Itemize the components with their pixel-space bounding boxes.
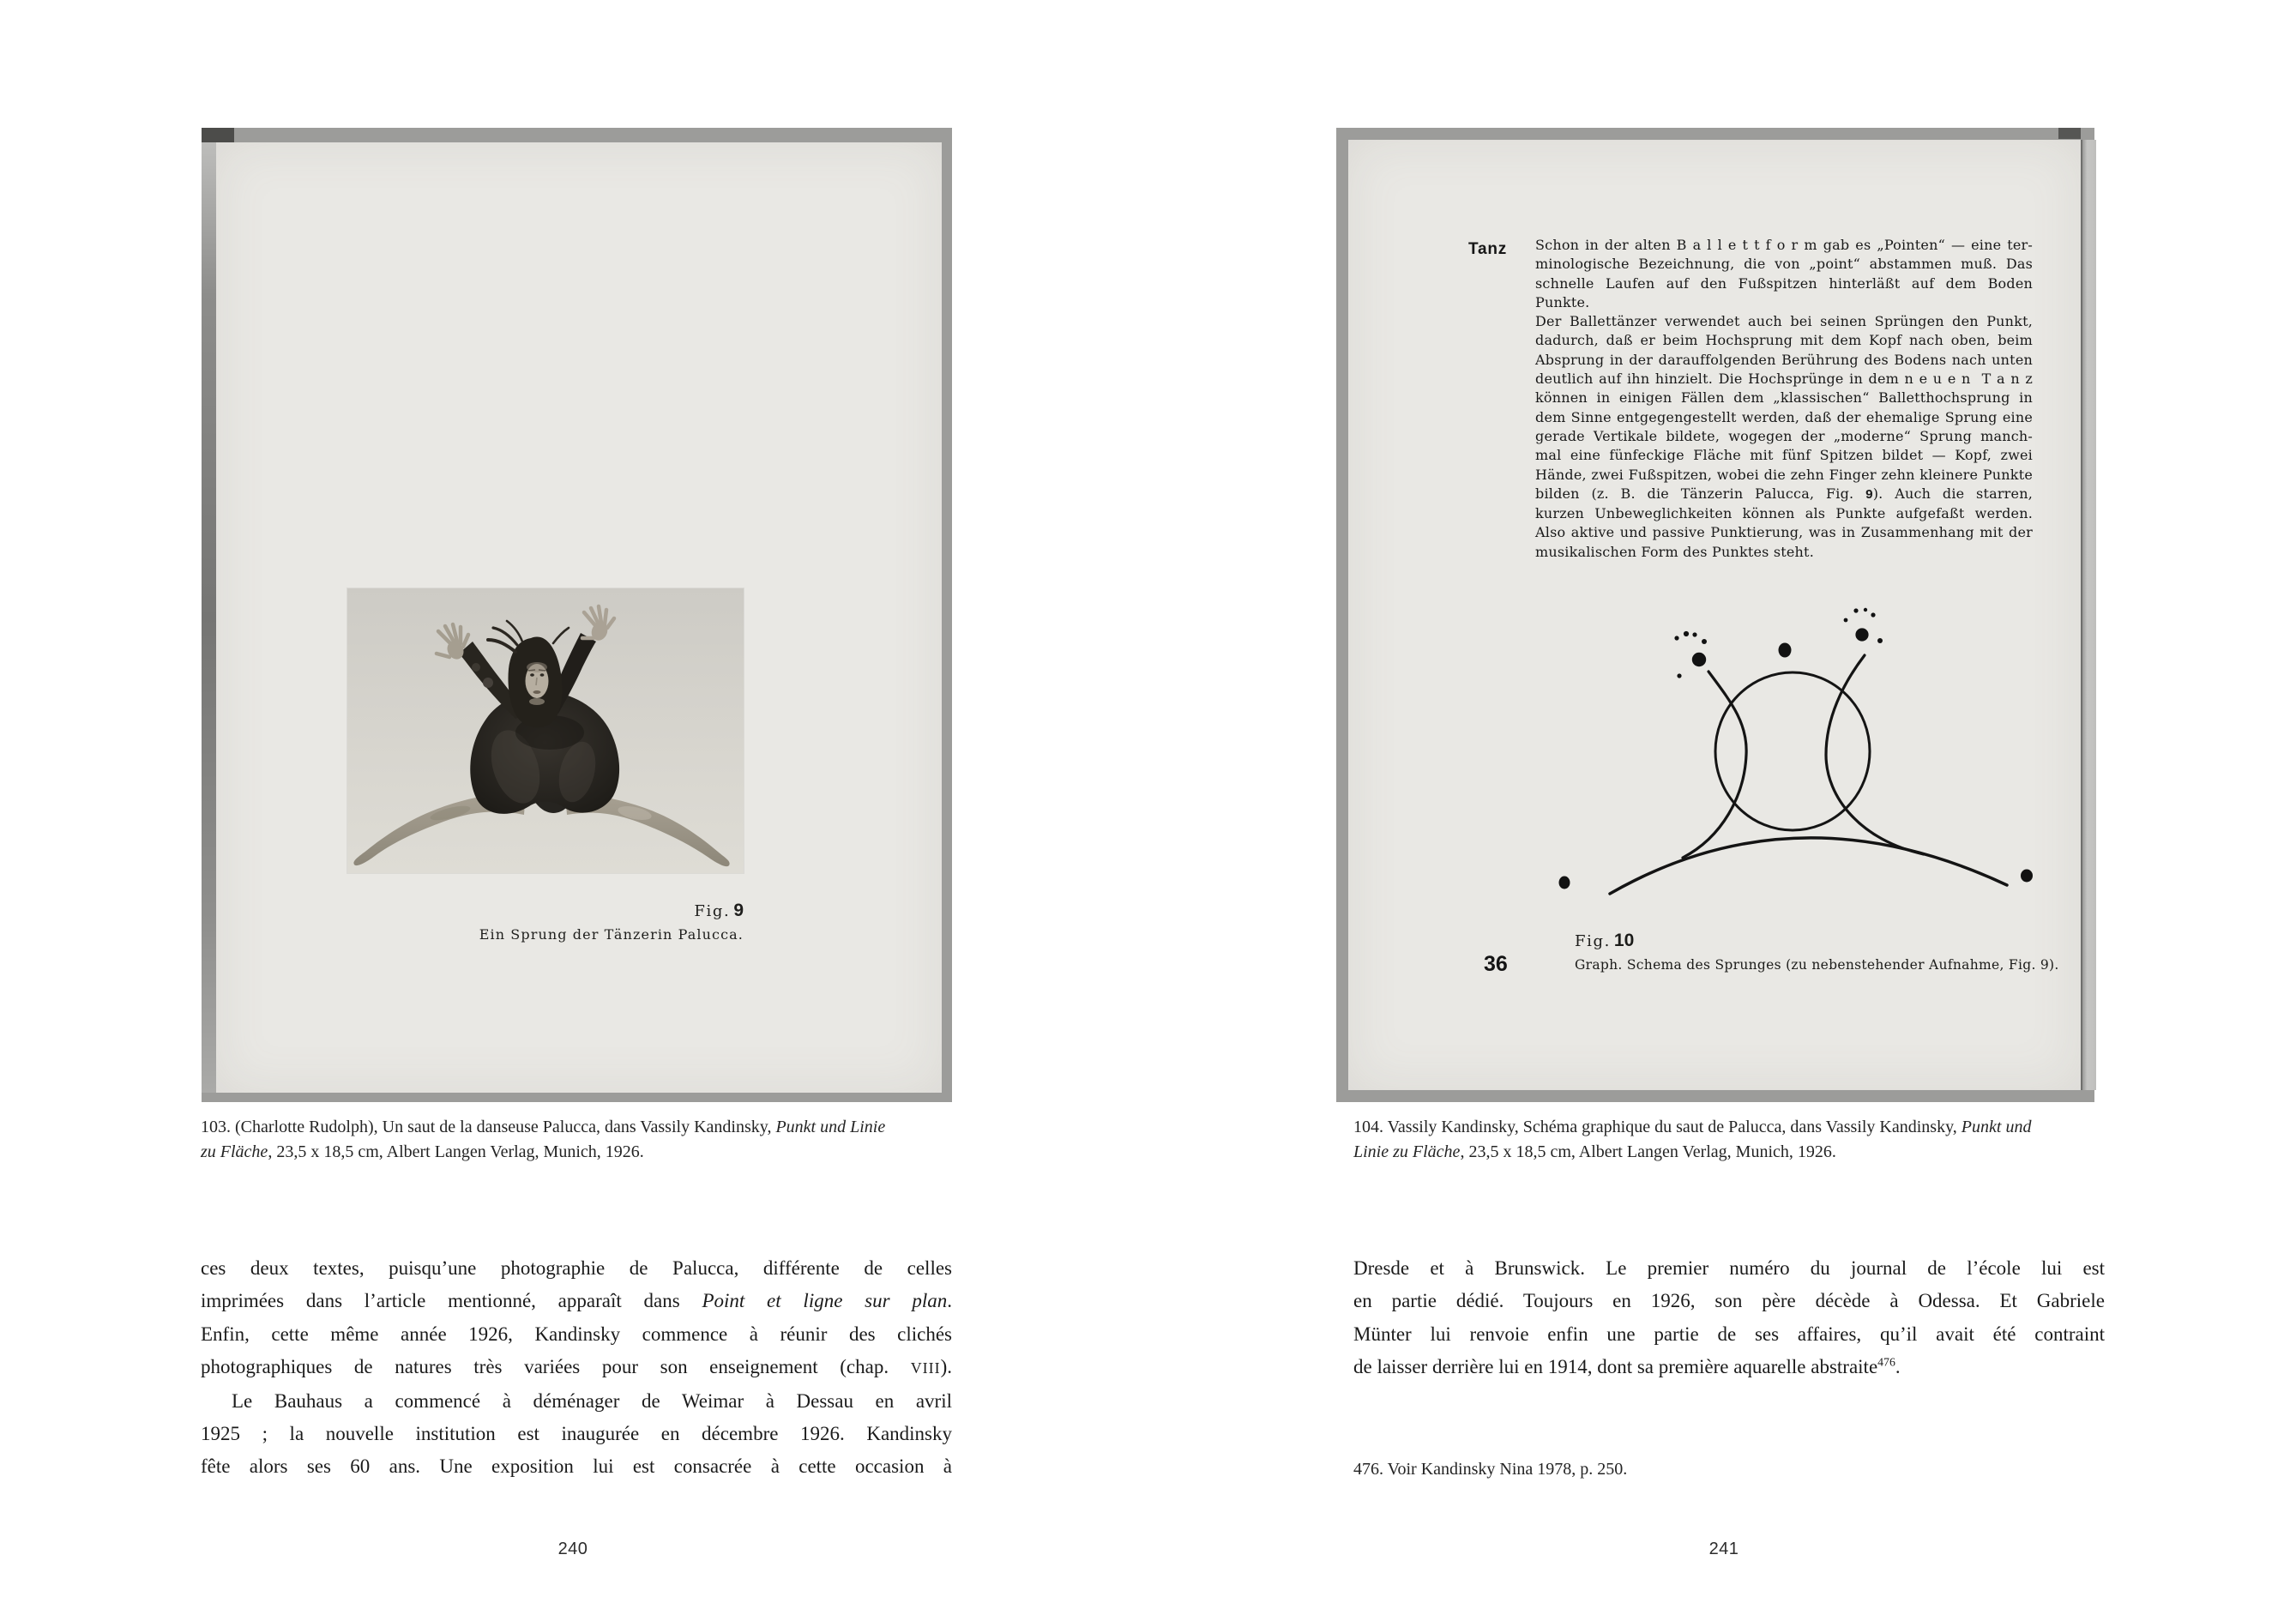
fig9-label-line bbox=[439, 901, 744, 921]
right-hand-dots bbox=[1844, 608, 1883, 643]
right-foot-dot bbox=[2021, 870, 2033, 883]
left-foot-dot bbox=[1559, 877, 1570, 889]
fig10-label-line bbox=[1575, 931, 2059, 951]
margin-label-tanz: Tanz bbox=[1468, 240, 1508, 258]
torso-circle bbox=[1715, 672, 1870, 830]
head-dot bbox=[1779, 643, 1792, 658]
fig10-number: 10 bbox=[1613, 931, 1635, 950]
right-book-page bbox=[1348, 140, 2081, 1090]
caption-103: 103. (Charlotte Rudolph), Un saut de la danseuse Palucca, dans Vassily Kandinsky, Punkt und Linie zu Fläche, 23,5 x 18,5 cm, Albert Langen Verlag, Munich, 1926. bbox=[201, 1118, 886, 1161]
right-plate bbox=[1336, 128, 2094, 1102]
folio-241: 241 bbox=[1708, 1540, 1739, 1558]
fig9-label: Fig. bbox=[694, 902, 731, 920]
caption-104: 104. Vassily Kandinsky, Schéma graphique du saut de Palucca, dans Vassily Kandinsky, Punkt und Linie zu Fläche, 23,5 x 18,5 cm, Albert Langen Verlag, Munich, 1926. bbox=[1353, 1118, 2032, 1161]
left-arm-arc bbox=[1683, 672, 1746, 858]
footnote-476: 476. Voir Kandinsky Nina 1978, p. 250. bbox=[1353, 1460, 1628, 1479]
jump-diagram bbox=[1458, 583, 2058, 926]
palucca-photo-art bbox=[347, 588, 744, 873]
plate-corner-notch bbox=[2058, 128, 2081, 139]
fig10-label: Fig. bbox=[1575, 932, 1611, 950]
body-column-left: ces deux textes, puisqu’une photographie de Palucca, différente de celles imprimées dans l’article mentionné, apparaît dans Point et ligne sur plan. Enfin, cette même année 1926, Kandinsky commence à réunir des clichés photographiques de natures très variées pour son enseignement (chap. VIII). Le Bauhaus a commencé à déménager de Weimar à Dessau en avril 1925 ; la nouvelle institution est inaugurée en décembre 1926. Kandinsky fête alors ses 60 ans. Une exposition lui est consacrée à cette occasion à bbox=[201, 1257, 952, 1478]
left-hand-dots bbox=[1674, 631, 1707, 678]
fig9-number: 9 bbox=[733, 901, 744, 920]
plate-folio-36: 36 bbox=[1484, 952, 1508, 976]
fig9-subcaption: Ein Sprung der Tänzerin Palucca. bbox=[479, 926, 744, 943]
right-arm-arc bbox=[1826, 655, 1924, 854]
palucca-photo bbox=[347, 588, 744, 873]
fig10-subcaption: Graph. Schema des Sprunges (zu nebenstehender Aufnahme, Fig. 9). bbox=[1575, 957, 2059, 973]
sleeve-pattern bbox=[483, 678, 493, 688]
jump-diagram-art bbox=[1458, 583, 2058, 926]
fig10-caption bbox=[1575, 931, 2059, 973]
book-fore-edge bbox=[2081, 140, 2096, 1090]
fig9-caption bbox=[439, 901, 744, 943]
german-text-block: Schon in der alten B a l l e t t f o r m gab es „Pointen“ — eine ter- minologische Bezeichnung, die von „point“ abstammen muß. Das schnelle Laufen auf den Fußspitzen hinterläßt auf dem Boden Punkte. Der Ballettänzer verwendet auch bei seinen Sprüngen den Punkt, dadurch, daß er beim Hochsprung mit dem Kopf nach oben, beim Absprung in der darauffolgenden Berührung des Bodens nach unten deutlich auf ihn hinzielt. Die Hochsprünge in dem n e u e n T a n z können in einigen Fällen dem „klassischen“ Balletthochsprung in dem Sinne entgegengestellt werden, daß der ehemalige Sprung eine gerade Vertikale bildete, wogegen der „moderne“ Sprung manch- mal eine fünfeckige Fläche mit fünf Spitzen bildet — Kopf, zwei Hände, zwei Fußspitzen, wobei die zehn Finger zehn kleinere Punkte bilden (z. B. die Tänzerin Palucca, Fig. 9). Auch die starren, kurzen Unbeweglichkeiten können als Punkte aufgefaßt werden. Also aktive und passive Punktierung, was in Zusammenhang mit der musikalischen Form des Punktes steht. bbox=[1535, 237, 2033, 560]
left-book-page bbox=[216, 142, 942, 1093]
sleeve-pattern bbox=[472, 663, 480, 672]
body-column-right: Dresde et à Brunswick. Le premier numéro du journal de l’école lui est en partie dédié. Toujours en 1926, son père décède à Odessa. Et Gabriele Münter lui renvoie enfin une partie de ses affaires, qu’il avait été contraint de laisser derrière lui en 1914, dont sa première aquarelle abstraite$^{476}$. bbox=[1353, 1257, 2105, 1378]
left-plate bbox=[202, 128, 952, 1102]
folio-240: 240 bbox=[557, 1540, 588, 1558]
book-fore-edge bbox=[202, 142, 216, 1093]
ground-arc bbox=[1610, 838, 2007, 894]
